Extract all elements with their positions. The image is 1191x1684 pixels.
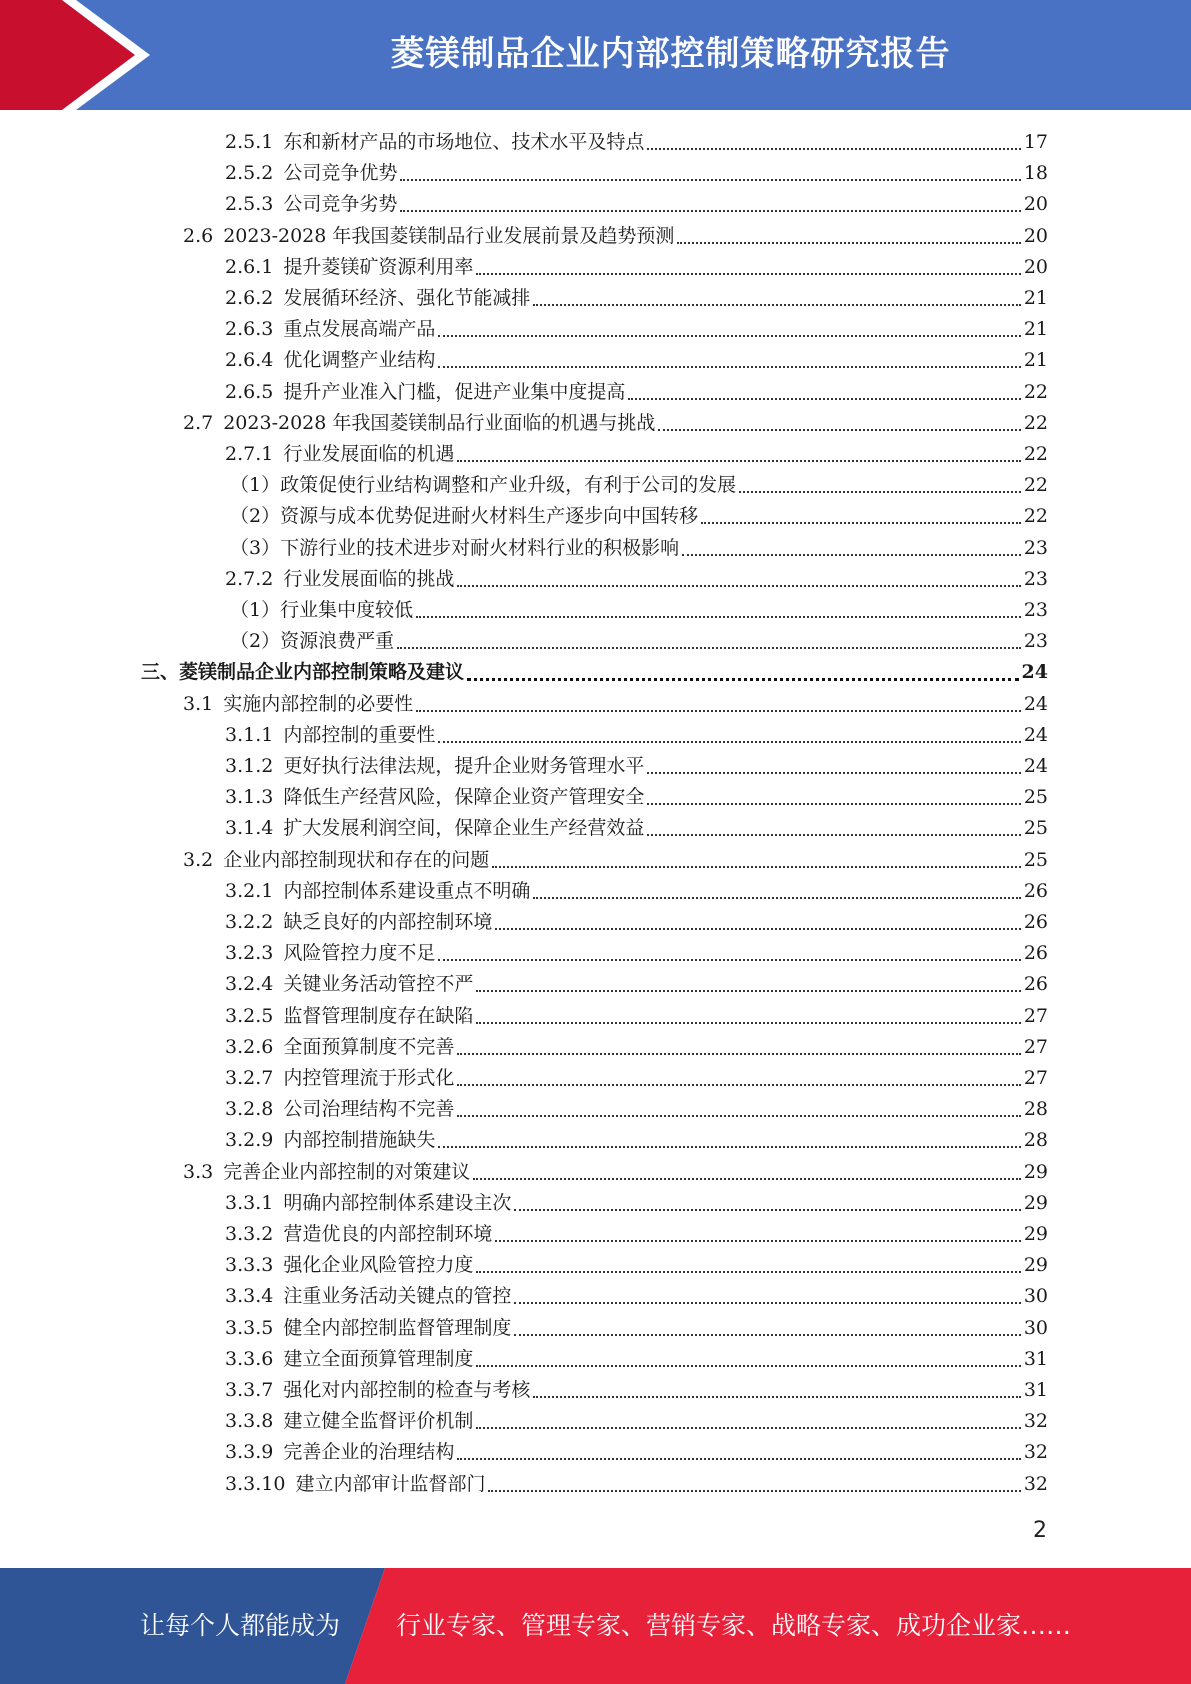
toc-entry-number: 3.2 [183,848,214,871]
toc-entry[interactable] [225,345,1048,375]
toc-entry-number: 3.2.8 [225,1098,274,1121]
toc-entry-title: 建立健全监督评价机制 [283,1410,474,1433]
toc-leader-dots [476,1020,1020,1024]
toc-entry-page: 28 [1023,1098,1048,1121]
toc-leader-dots [495,1238,1020,1242]
toc-entry-page: 27 [1023,1004,1048,1027]
toc-entry-number: 3.2.4 [225,973,274,996]
toc-entry-page: 29 [1023,1191,1048,1214]
toc-entry-page: 27 [1023,1067,1048,1089]
toc-entry[interactable] [225,1313,1048,1343]
toc-entry[interactable] [225,813,1048,843]
toc-entry[interactable] [225,1188,1048,1218]
toc-entry-number: 2.5.1 [225,131,274,153]
toc-entry-title: 发展循环经济、强化节能减排 [283,287,531,309]
toc-entry-page: 29 [1023,1160,1048,1183]
toc-entry-page: 32 [1023,1441,1048,1464]
toc-entry-number: 3.2.3 [225,942,274,965]
toc-entry[interactable] [225,189,1048,219]
toc-entry[interactable] [225,1344,1048,1374]
toc-entry-page: 24 [1023,692,1048,715]
toc-entry-title: 政策促使行业结构调整和产业升级，有利于公司的发展 [280,474,737,497]
toc-entry-number: 3.3.10 [225,1472,286,1495]
toc-entry[interactable] [183,1157,1048,1187]
toc-entry-page: 24 [1023,755,1048,777]
toc-entry-title: 行业发展面临的机遇 [283,443,455,465]
toc-entry-number: 3.2.6 [225,1035,274,1058]
toc-entry-page: 24 [1021,661,1048,684]
toc-entry[interactable] [225,907,1048,937]
toc-entry[interactable] [225,1406,1048,1436]
toc-entry[interactable] [183,408,1048,438]
toc-entry-title: 完善企业的治理结构 [283,1441,455,1464]
toc-entry-page: 30 [1023,1316,1048,1339]
toc-entry-page: 26 [1023,879,1048,902]
toc-entry-title: 东和新材产品的市场地位、技术水平及特点 [283,131,645,153]
toc-leader-dots [473,1176,1021,1180]
toc-entry-title: 公司竞争优势 [283,162,398,185]
toc-entry-title: 行业发展面临的挑战 [283,567,455,590]
toc-leader-dots [492,864,1021,868]
toc-entry-page: 29 [1023,1223,1048,1245]
toc-entry-page: 21 [1023,287,1048,309]
toc-entry-number: 3.1.1 [225,723,274,746]
toc-entry-title: 下游行业的技术进步对耐火材料行业的积极影响 [280,536,680,559]
toc-entry[interactable] [225,1063,1048,1093]
toc-entry-title: 风险管控力度不足 [283,942,436,965]
toc-leader-dots [438,364,1020,368]
toc-entry-page: 25 [1023,786,1048,809]
toc-leader-dots [438,739,1020,743]
toc-entry-number: 2.5.2 [225,162,274,185]
toc-entry-page: 28 [1023,1129,1048,1152]
toc-entry[interactable] [225,1250,1048,1280]
toc-entry-number: 3.3.7 [225,1379,274,1401]
toc-entry-page: 32 [1023,1410,1048,1433]
toc-entry-page: 24 [1023,723,1048,746]
toc-leader-dots [488,1488,1020,1492]
toc-leader-dots [647,146,1020,150]
toc-entry-title: 完善企业内部控制的对策建议 [223,1160,471,1183]
toc-entry-number: 2.6.2 [225,287,274,309]
toc-entry-number: 2.7.2 [225,567,274,590]
toc-leader-dots [476,1363,1020,1367]
toc-entry-title: 优化调整产业结构 [283,349,436,372]
toc-entry-page: 21 [1023,318,1048,341]
toc-entry-number: 3.3.9 [225,1441,274,1464]
toc-entry-title: 内部控制体系建设重点不明确 [283,879,531,902]
toc-entry-page: 25 [1023,848,1048,871]
toc-entry-number: 3.3 [183,1160,214,1183]
toc-entry[interactable] [225,252,1048,282]
toc-entry-title: 资源与成本优势促进耐火材料生产逐步向中国转移 [280,505,699,528]
toc-entry[interactable] [225,377,1048,407]
toc-leader-dots [701,520,1021,524]
toc-entry-number: 3.2.2 [225,911,274,933]
toc-entry[interactable] [225,439,1048,469]
toc-entry-number: 3.2.7 [225,1067,274,1089]
toc-entry-title: 2023-2028 年我国菱镁制品行业面临的机遇与挑战 [223,411,656,434]
toc-leader-dots [457,458,1020,462]
toc-leader-dots [476,1269,1020,1273]
toc-leader-dots [514,1207,1020,1211]
toc-entry-number: 3.3.4 [225,1285,274,1308]
footer-banner [0,1568,1191,1684]
toc-entry-page: 21 [1023,349,1048,372]
toc-entry-number: 3.1 [183,692,214,715]
toc-entry[interactable] [225,1094,1048,1124]
toc-leader-dots [658,427,1020,431]
toc-entry-title: 建立内部审计监督部门 [295,1472,486,1495]
toc-entry-page: 30 [1023,1285,1048,1308]
toc-leader-dots [397,645,1021,649]
toc-entry-number: 2.7 [183,411,214,434]
toc-entry[interactable] [225,158,1048,188]
toc-entry-page: 22 [1023,505,1048,528]
toc-entry-number: 3.1.4 [225,817,274,840]
toc-entry-number: （2） [230,630,281,653]
toc-leader-dots [476,988,1020,992]
toc-entry[interactable] [183,845,1048,875]
toc-entry[interactable] [225,1001,1048,1031]
toc-entry-number: 2.6.4 [225,349,274,372]
toc-leader-dots [533,302,1020,306]
toc-entry-title: 降低生产经营风险，保障企业资产管理安全 [283,786,645,809]
toc-leader-dots [647,770,1020,774]
toc-leader-dots [476,271,1020,275]
toc-entry-number: 3.3.6 [225,1347,274,1370]
toc-entry-page: 27 [1023,1035,1048,1058]
toc-entry-title: 关键业务活动管控不严 [283,973,474,996]
toc-leader-dots [457,1456,1020,1460]
toc-entry-number: 2.6.5 [225,380,274,403]
toc-leader-dots [533,895,1020,899]
footer-slogan-right: 行业专家、管理专家、营销专家、战略专家、成功企业家…… [396,1611,1072,1640]
toc-entry-title: 全面预算制度不完善 [283,1035,455,1058]
toc-entry[interactable] [183,689,1048,719]
toc-leader-dots [495,926,1020,930]
toc-entry[interactable] [225,1219,1048,1249]
toc-leader-dots [514,1300,1020,1304]
toc-leader-dots [514,1332,1020,1336]
toc-leader-dots [438,957,1020,961]
toc-leader-dots [467,676,1019,681]
toc-entry-title: 提升菱镁矿资源利用率 [283,255,474,278]
toc-entry-title: 营造优良的内部控制环境 [283,1223,493,1245]
toc-entry[interactable] [225,1281,1048,1311]
toc-entry[interactable] [225,127,1048,157]
toc-entry-page: 29 [1023,1254,1048,1277]
toc-entry-page: 22 [1023,443,1048,465]
footer-slogan-left: 让每个人都能成为 [140,1611,341,1640]
toc-entry-page: 20 [1023,255,1048,278]
toc-entry[interactable] [230,501,1048,531]
toc-entry-title: 监督管理制度存在缺陷 [283,1004,474,1027]
report-title: 菱镁制品企业内部控制策略研究报告 [390,34,951,74]
toc-leader-dots [457,1113,1020,1117]
toc-entry-title: 明确内部控制体系建设主次 [283,1191,512,1214]
toc-leader-dots [457,1082,1020,1086]
toc-entry-number: 3.3.2 [225,1223,274,1245]
toc-entry-number: 3.1.3 [225,786,274,809]
toc-entry[interactable] [225,1437,1048,1467]
toc-entry-page: 23 [1023,599,1048,621]
toc-entry-page: 31 [1023,1379,1048,1401]
toc-entry-page: 20 [1023,224,1048,247]
toc-leader-dots [416,614,1021,618]
toc-entry-title: 建立全面预算管理制度 [283,1347,474,1370]
toc-entry-title: 2023-2028 年我国菱镁制品行业发展前景及趋势预测 [223,224,675,247]
toc-entry-page: 26 [1023,973,1048,996]
toc-entry[interactable] [141,657,1048,687]
toc-entry[interactable] [225,283,1048,313]
toc-entry-title: 更好执行法律法规，提升企业财务管理水平 [283,755,645,777]
toc-entry[interactable] [183,221,1048,251]
toc-entry[interactable] [225,969,1048,999]
toc-leader-dots [438,333,1020,337]
toc-entry-page: 17 [1023,131,1048,153]
toc-entry-page: 26 [1023,942,1048,965]
toc-entry-number: 3.2.1 [225,879,274,902]
toc-entry-number: 3.2.5 [225,1004,274,1027]
toc-entry-number: 3.2.9 [225,1129,274,1152]
toc-entry-page: 23 [1023,536,1048,559]
toc-entry-number: 3.3.5 [225,1316,274,1339]
toc-entry-number: （2） [230,505,281,528]
toc-entry[interactable] [225,751,1048,781]
toc-entry-title: 内部控制的重要性 [283,723,436,746]
toc-entry-page: 32 [1023,1472,1048,1495]
toc-leader-dots [416,708,1021,712]
toc-entry-number: （3） [230,536,281,559]
toc-entry-number: 3.3.3 [225,1254,274,1277]
toc-leader-dots [438,1144,1020,1148]
toc-entry[interactable] [225,938,1048,968]
toc-entry-title: 行业集中度较低 [280,599,414,621]
toc-entry-title: 实施内部控制的必要性 [223,692,414,715]
toc-entry-title: 菱镁制品企业内部控制策略及建议 [179,661,465,684]
toc-entry-page: 23 [1023,567,1048,590]
toc-leader-dots [647,801,1020,805]
toc-entry-title: 扩大发展利润空间，保障企业生产经营效益 [283,817,645,840]
toc-entry[interactable] [225,1032,1048,1062]
toc-leader-dots [457,583,1020,587]
toc-entry-number: 3.3.8 [225,1410,274,1433]
toc-entry[interactable] [225,314,1048,344]
toc-entry-number: 2.6.3 [225,318,274,341]
toc-entry-title: 注重业务活动关键点的管控 [283,1285,512,1308]
toc-entry-number: （1） [230,474,281,497]
toc-entry[interactable] [225,1469,1048,1499]
toc-entry-page: 23 [1023,630,1048,653]
toc-entry-title: 健全内部控制监督管理制度 [283,1316,512,1339]
toc-entry[interactable] [230,470,1048,500]
toc-entry[interactable] [225,1125,1048,1155]
toc-entry[interactable] [230,533,1048,563]
toc-entry-title: 强化对内部控制的检查与考核 [283,1379,531,1401]
toc-entry[interactable] [225,1375,1048,1405]
toc-entry-number: 2.6.1 [225,255,274,278]
toc-entry[interactable] [225,876,1048,906]
toc-leader-dots [400,177,1020,181]
toc-entry-title: 内部控制措施缺失 [283,1129,436,1152]
page-number: 2 [1033,1518,1047,1543]
toc-entry-page: 22 [1023,380,1048,403]
toc-leader-dots [677,240,1020,244]
toc-leader-dots [400,208,1020,212]
toc-entry-title: 资源浪费严重 [280,630,395,653]
toc-entry-page: 25 [1023,817,1048,840]
toc-entry-page: 22 [1023,411,1048,434]
toc-leader-dots [533,1394,1020,1398]
toc-entry-number: 2.7.1 [225,443,274,465]
toc-entry[interactable] [230,626,1048,656]
header-banner [0,0,1191,110]
toc-entry-number: 3.1.2 [225,755,274,777]
toc-entry-number: 3.3.1 [225,1191,274,1214]
toc-leader-dots [682,552,1021,556]
toc-entry-title: 强化企业风险管控力度 [283,1254,474,1277]
toc-entry-page: 18 [1023,162,1048,185]
toc-entry-number: 2.5.3 [225,193,274,216]
toc-entry-title: 企业内部控制现状和存在的问题 [223,848,490,871]
toc-entry-page: 31 [1023,1347,1048,1370]
toc-entry-title: 公司治理结构不完善 [283,1098,455,1121]
toc-entry[interactable] [225,782,1048,812]
toc-entry-number: （1） [230,599,281,621]
toc-entry-title: 重点发展高端产品 [283,318,436,341]
toc-leader-dots [457,1051,1020,1055]
toc-entry-title: 公司竞争劣势 [283,193,398,216]
toc-entry[interactable] [225,720,1048,750]
toc-leader-dots [476,1425,1020,1429]
toc-entry[interactable] [225,564,1048,594]
toc-leader-dots [739,489,1021,493]
toc-leader-dots [628,396,1020,400]
toc-entry-title: 内控管理流于形式化 [283,1067,455,1089]
toc-entry-page: 22 [1023,474,1048,497]
toc-entry-title: 提升产业准入门槛，促进产业集中度提高 [283,380,626,403]
toc-entry-number: 2.6 [183,224,214,247]
toc-entry-page: 20 [1023,193,1048,216]
toc-entry-title: 缺乏良好的内部控制环境 [283,911,493,933]
toc-entry-number: 三、 [141,661,180,684]
toc-entry-page: 26 [1023,911,1048,933]
toc-leader-dots [647,832,1020,836]
toc-entry[interactable] [230,595,1048,625]
